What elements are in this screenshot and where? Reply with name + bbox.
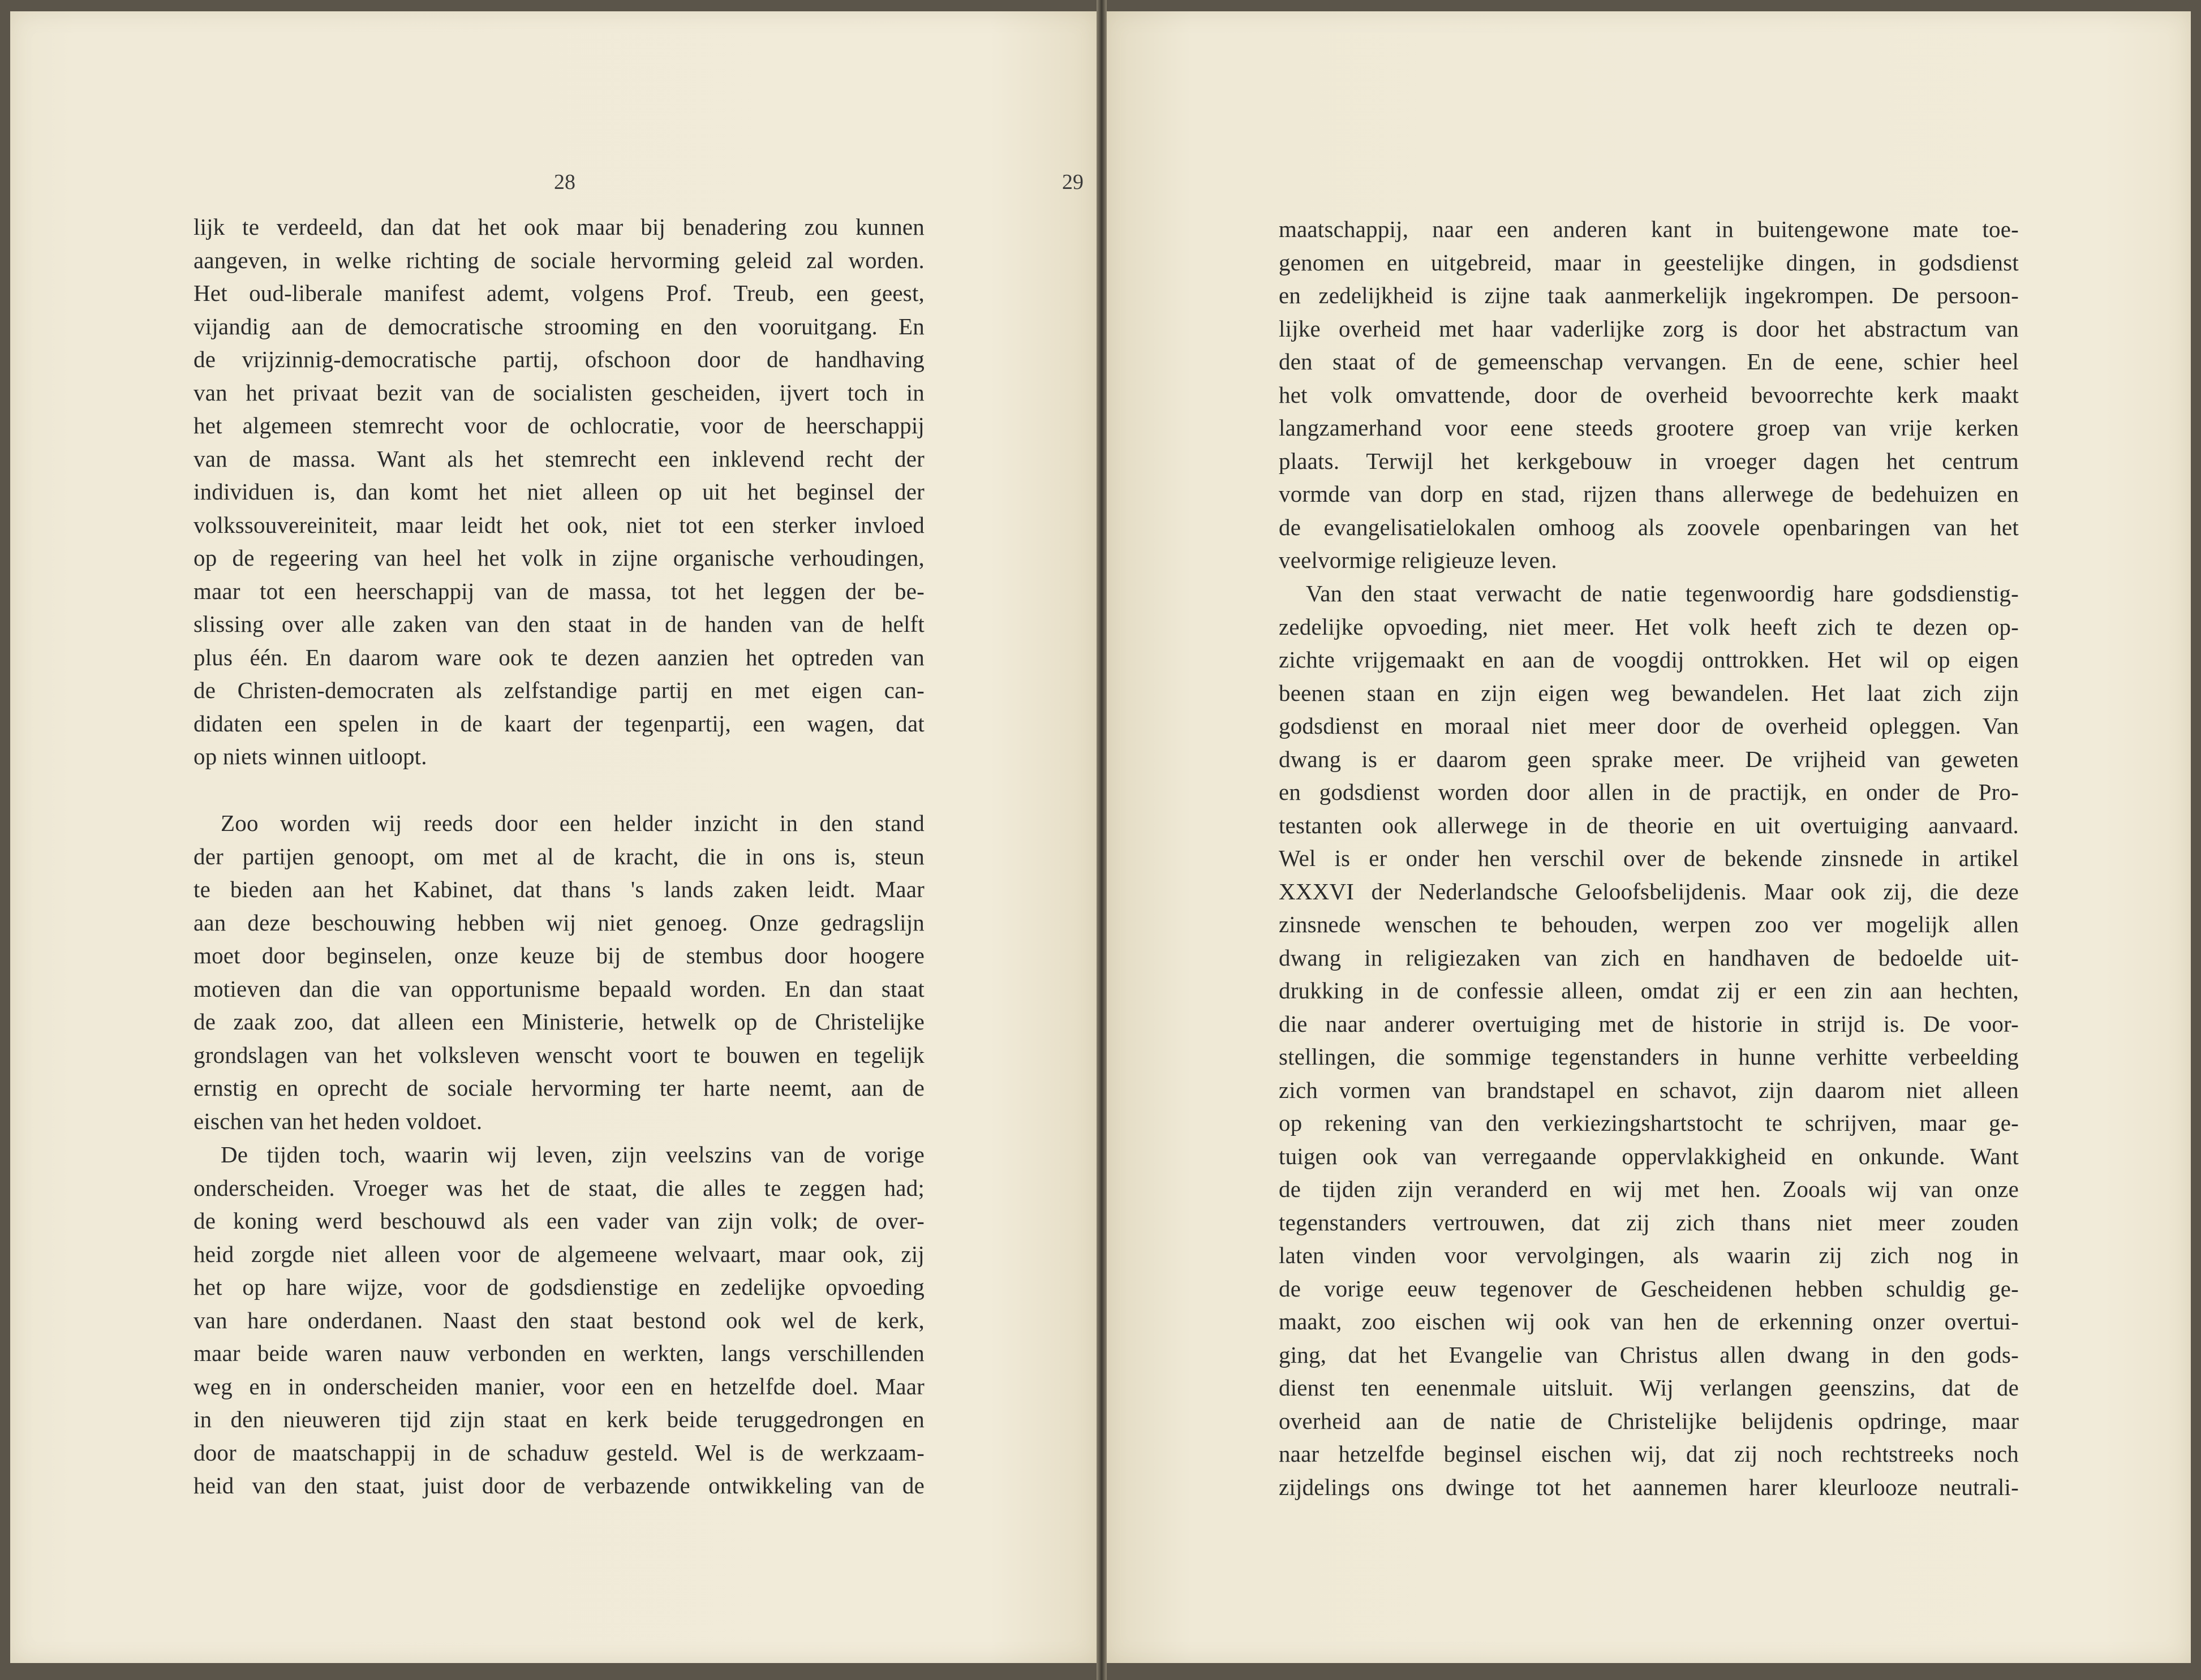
left-paragraph-1 (194, 210, 925, 773)
text-line: maakt, zoo eischen wij ook van hen de erkenning onzer overtui- (1279, 1308, 2019, 1334)
text-line: dwang is er daarom geen sprake meer. De vrijheid van geweten (1279, 746, 2019, 772)
text-line: testanten ook allerwege in de theorie en uit overtuiging aanvaard. (1279, 812, 2019, 838)
text-line: XXXVI der Nederlandsche Geloofsbelijdenis. Maar ook zij, die deze (1279, 878, 2019, 904)
text-line: maatschappij, naar een anderen kant in buitengewone mate toe- (1279, 216, 2019, 242)
text-line: Zoo worden wij reeds door een helder inzicht in den stand (221, 810, 925, 836)
text-line: de tijden zijn veranderd en wij met hen. Zooals wij van onze (1279, 1176, 2019, 1202)
left-paragraph-2 (194, 807, 925, 1138)
text-line: onderscheiden. Vroeger was het de staat, die alles te zeggen had; (194, 1174, 925, 1201)
text-line: eischen van het heden voldoet. (194, 1108, 483, 1134)
text-line: lijk te verdeeld, dan dat het ook maar bij benadering zou kunnen (194, 214, 925, 240)
text-line: slissing over alle zaken van den staat in de handen van de helft (194, 611, 925, 637)
text-line: plus één. En daarom ware ook te dezen aanzien het optreden van (194, 644, 925, 670)
text-line: Het oud-liberale manifest ademt, volgens Prof. Treub, een geest, (194, 280, 925, 306)
left-paragraph-3 (194, 1138, 925, 1502)
text-line: te bieden aan het Kabinet, dat thans 's lands zaken leidt. Maar (194, 876, 925, 902)
text-line: die naar anderer overtuiging met de historie in strijd is. De voor- (1279, 1010, 2019, 1037)
text-line: vijandig aan de democratische strooming en den vooruitgang. En (194, 313, 925, 339)
right-paragraph-2 (1279, 577, 2019, 1504)
text-line: dwang in religiezaken van zich en handhaven de bedoelde uit- (1279, 944, 2019, 971)
text-line: het algemeen stemrecht voor de ochlocratie, voor de heerschappij (194, 412, 925, 438)
text-line: heid zorgde niet alleen voor de algemeene welvaart, maar ook, zij (194, 1240, 925, 1267)
text-line: stellingen, die sommige tegenstanders in hunne verhitte verbeelding (1279, 1044, 2019, 1070)
text-line: moet door beginselen, onze keuze bij de stembus door hoogere (194, 942, 925, 968)
text-line: laten vinden voor vervolgingen, als waarin zij zich nog in (1279, 1242, 2019, 1268)
text-line: motieven dan die van opportunisme bepaald worden. En dan staat (194, 975, 925, 1002)
text-line: der partijen genoopt, om met al de kracht, die in ons is, steun (194, 843, 925, 869)
text-line: maar beide waren nauw verbonden en werkten, langs verschillenden (194, 1340, 925, 1366)
text-line: grondslagen van het volksleven wenscht voort te bouwen en tegelijk (194, 1041, 925, 1068)
text-line: individuen is, dan komt het niet alleen op uit het beginsel der (194, 479, 925, 505)
text-line: zinsnede wenschen te behouden, werpen zoo ver mogelijk allen (1279, 911, 2019, 937)
text-line: op rekening van den verkiezingshartstocht te schrijven, maar ge- (1279, 1110, 2019, 1136)
text-line: genomen en uitgebreid, maar in geestelijke dingen, in godsdienst (1279, 249, 2019, 275)
text-line: tuigen ook van verregaande oppervlakkigheid en onkunde. Want (1279, 1143, 2019, 1169)
text-line: de zaak zoo, dat alleen een Ministerie, hetwelk op de Christelijke (194, 1009, 925, 1035)
text-line: didaten een spelen in de kaart der tegenpartij, een wagen, dat (194, 710, 925, 736)
text-line: van hare onderdanen. Naast den staat bestond ook wel de kerk, (194, 1307, 925, 1333)
text-line: De tijden toch, waarin wij leven, zijn veelszins van de vorige (221, 1141, 925, 1168)
text-line: zich vormen van brandstapel en schavot, zijn daarom niet alleen (1279, 1076, 2019, 1103)
text-line: tegenstanders vertrouwen, dat zij zich thans niet meer zouden (1279, 1209, 2019, 1235)
text-line: volkssouvereiniteit, maar leidt het ook, niet tot een sterker invloed (194, 511, 925, 538)
text-line: de vrijzinnig-democratische partij, ofschoon door de handhaving (194, 346, 925, 372)
text-line: de koning werd beschouwd als een vader van zijn volk; de over- (194, 1208, 925, 1234)
text-line: zichte vrijgemaakt en aan de voogdij onttrokken. Het wil op eigen (1279, 647, 2019, 673)
text-line: de evangelisatielokalen omhoog als zoovele openbaringen van het (1279, 514, 2019, 540)
text-line: van de massa. Want als het stemrecht een inklevend recht der (194, 445, 925, 472)
text-line: ernstig en oprecht de sociale hervorming ter harte neemt, aan de (194, 1075, 925, 1101)
text-line: de vorige eeuw tegenover de Gescheidenen hebben schuldig ge- (1279, 1275, 2019, 1302)
text-line: drukking in de confessie alleen, omdat zij er een zin aan hechten, (1279, 977, 2019, 1003)
right-page-number: 29 (1062, 170, 1084, 194)
text-line: Wel is er onder hen verschil over de bekende zinsnede in artikel (1279, 845, 2019, 871)
text-line: ging, dat het Evangelie van Christus allen dwang in den gods- (1279, 1341, 2019, 1368)
text-line: aangeven, in welke richting de sociale hervorming geleid zal worden. (194, 247, 925, 273)
text-line: door de maatschappij in de schaduw gesteld. Wel is de werkzaam- (194, 1439, 925, 1466)
text-line: lijke overheid met haar vaderlijke zorg is door het abstractum van (1279, 315, 2019, 342)
text-line: en godsdienst worden door allen in de practijk, en onder de Pro- (1279, 779, 2019, 805)
text-line: maar tot een heerschappij van de massa, tot het leggen der be- (194, 578, 925, 604)
text-line: het op hare wijze, voor de godsdienstige en zedelijke opvoeding (194, 1274, 925, 1300)
book-gutter (1097, 0, 1107, 1680)
text-line: godsdienst en moraal niet meer door de overheid opleggen. Van (1279, 713, 2019, 739)
text-line: beenen staan en zijn eigen weg bewandelen. Het laat zich zijn (1279, 679, 2019, 706)
text-line: vormde van dorp en stad, rijzen thans allerwege de bedehuizen en (1279, 481, 2019, 507)
text-line: zedelijke opvoeding, niet meer. Het volk heeft zich te dezen op- (1279, 613, 2019, 640)
text-line: op de regeering van heel het volk in zijne organische verhoudingen, (194, 545, 925, 571)
text-line: Van den staat verwacht de natie tegenwoordig hare godsdienstig- (1306, 580, 2019, 606)
text-line: den staat of de gemeenschap vervangen. En de eene, schier heel (1279, 348, 2019, 374)
left-page-number: 28 (554, 170, 575, 194)
text-line: op niets winnen uitloopt. (194, 743, 427, 769)
text-line: dienst ten eenenmale uitsluit. Wij verlangen geenszins, dat de (1279, 1375, 2019, 1401)
text-line: in den nieuweren tijd zijn staat en kerk beide teruggedrongen en (194, 1406, 925, 1432)
text-line: de Christen-democraten als zelfstandige partij en met eigen can- (194, 677, 925, 703)
text-line: zijdelings ons dwinge tot het aannemen harer kleurlooze neutrali- (1279, 1474, 2019, 1500)
text-line: langzamerhand voor eene steeds grootere groep van vrije kerken (1279, 415, 2019, 441)
text-line: overheid aan de natie de Christelijke belijdenis opdringe, maar (1279, 1407, 2019, 1434)
right-paragraph-1 (1279, 213, 2019, 577)
text-line: het volk omvattende, door de overheid bevoorrechte kerk maakt (1279, 381, 2019, 408)
text-line: aan deze beschouwing hebben wij niet genoeg. Onze gedragslijn (194, 909, 925, 936)
text-line: plaats. Terwijl het kerkgebouw in vroeger dagen het centrum (1279, 447, 2019, 474)
text-line: weg en in onderscheiden manier, voor een en hetzelfde doel. Maar (194, 1373, 925, 1399)
text-line: heid van den staat, juist door de verbazende ontwikkeling van de (194, 1472, 925, 1498)
text-line: naar hetzelfde beginsel eischen wij, dat zij noch rechtstreeks noch (1279, 1441, 2019, 1467)
text-line: van het privaat bezit van de socialisten gescheiden, ijvert toch in (194, 379, 925, 406)
text-line: en zedelijkheid is zijne taak aanmerkelijk ingekrompen. De persoon- (1279, 282, 2019, 308)
text-line: veelvormige religieuze leven. (1279, 547, 1557, 573)
